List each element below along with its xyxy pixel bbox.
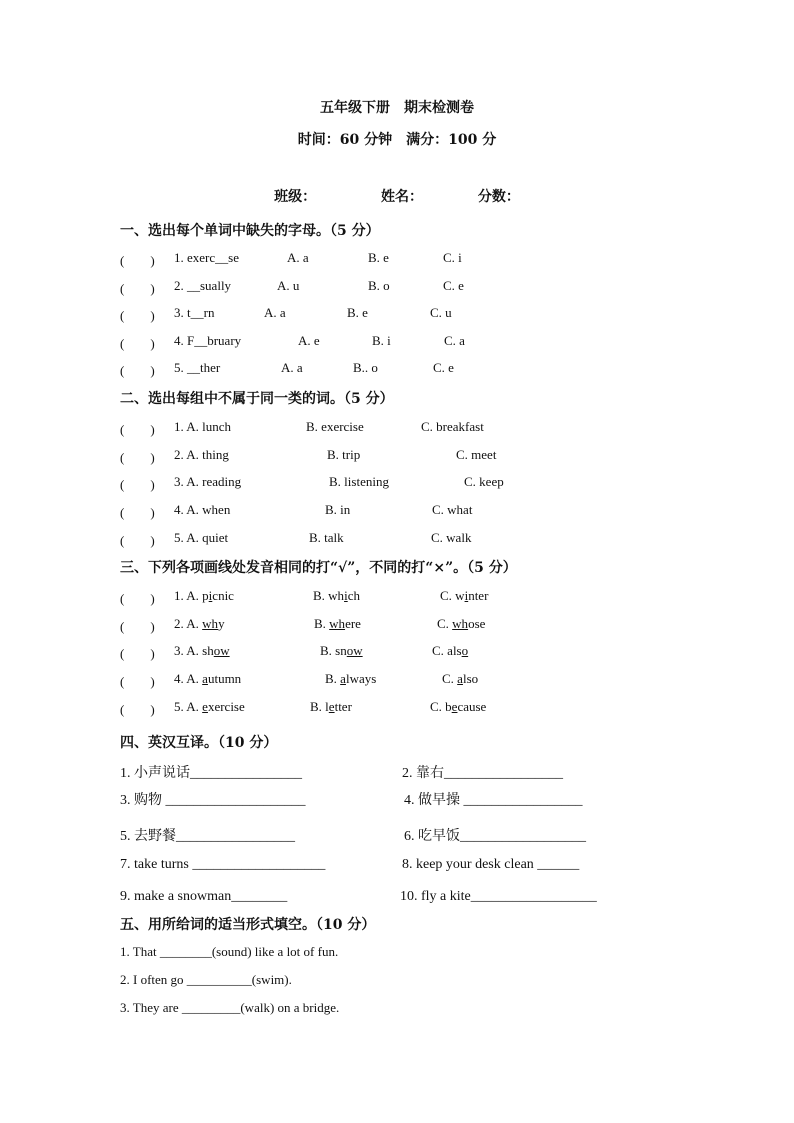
section-1-heading: 一、选出每个单词中缺失的字母。（5 分）: [120, 223, 380, 239]
option-a: [174, 699, 245, 715]
option-b: B. trip: [327, 447, 361, 462]
underlined-letters: wh: [329, 616, 346, 631]
word-part: xercise: [207, 699, 245, 714]
section-2-heading: 二、选出每组中不属于同一类的词。（5 分）: [120, 391, 394, 407]
answer-blank[interactable]: ________: [231, 889, 288, 904]
translation-item: [402, 762, 563, 782]
translation-item: [404, 825, 586, 845]
underlined-letters: e: [328, 699, 335, 714]
option-c: C. keep: [464, 474, 504, 489]
underlined-letters: ow: [213, 643, 230, 658]
option-b: [310, 699, 352, 715]
item-text: 购物: [134, 792, 162, 808]
item-text: make a snowman: [134, 889, 232, 904]
option-c: [437, 616, 485, 632]
option-c: [430, 699, 486, 715]
item-text: 去野餐: [134, 828, 176, 844]
answer-paren[interactable]: ( ): [120, 702, 155, 717]
item-text: 靠右: [416, 765, 444, 781]
option-a: A. e: [298, 333, 320, 348]
exam-subtitle: 时间：60 分钟 满分：100 分: [297, 132, 497, 148]
item-number: 4.: [404, 793, 415, 808]
translation-item: [120, 762, 302, 782]
option-b: B. talk: [309, 530, 344, 545]
option-a: A. a: [264, 305, 286, 320]
option-c: C. breakfast: [421, 419, 484, 434]
answer-paren[interactable]: ( ): [120, 591, 155, 606]
option-a: 4. A. when: [174, 502, 231, 517]
option-a: A. a: [281, 360, 303, 375]
fill-blank-item[interactable]: 2. I often go __________(swim).: [120, 972, 292, 987]
answer-blank[interactable]: ___________________: [188, 857, 326, 872]
option-a: 2. A. thing: [174, 447, 229, 462]
underlined-letters: wh: [202, 616, 219, 631]
answer-paren[interactable]: ( ): [120, 477, 155, 492]
option-c: C. e: [433, 360, 454, 375]
answer-blank[interactable]: ____________________: [162, 793, 306, 808]
option-a: [174, 643, 230, 659]
item-text: take turns: [134, 857, 189, 872]
word-part: ose: [468, 616, 486, 631]
fill-blank-item[interactable]: 1. That ________(sound) like a lot of fun.: [120, 944, 339, 959]
fill-blank-item[interactable]: 3. They are _________(walk) on a bridge.: [120, 1000, 340, 1015]
answer-paren[interactable]: ( ): [120, 505, 155, 520]
word-part: 1. A. p: [174, 588, 209, 603]
answer-blank[interactable]: __________________: [470, 889, 597, 904]
option-a: 1. A. lunch: [174, 419, 232, 434]
option-c: [440, 588, 488, 604]
word-part: 4. A.: [174, 671, 203, 686]
translation-item: [120, 825, 295, 845]
word-part: B.: [314, 616, 330, 631]
underlined-letters: ow: [346, 643, 363, 658]
option-a: [174, 588, 234, 604]
underlined-letters: a: [340, 671, 346, 686]
word-part: C. w: [440, 588, 465, 603]
item-text: 吃早饭: [418, 828, 460, 844]
answer-paren[interactable]: ( ): [120, 336, 155, 351]
item-text: keep your desk clean: [416, 857, 534, 872]
word-part: cause: [457, 699, 487, 714]
option-b: B. o: [368, 278, 390, 293]
answer-paren[interactable]: ( ): [120, 674, 155, 689]
option-b: B. listening: [329, 474, 389, 489]
answer-paren[interactable]: ( ): [120, 646, 155, 661]
section-5-heading: 五、用所给词的适当形式填空。（10 分）: [120, 917, 376, 933]
word-part: B.: [325, 671, 341, 686]
item-number: 9.: [120, 889, 131, 904]
option-a: [174, 616, 225, 632]
option-b: [320, 643, 363, 659]
question-text: 2. __sually: [174, 278, 232, 293]
answer-blank[interactable]: ________________: [190, 766, 302, 781]
question-text: 4. F__bruary: [174, 333, 242, 348]
word-part: lso: [462, 671, 479, 686]
answer-blank[interactable]: ______: [533, 857, 580, 872]
option-b: B. in: [325, 502, 351, 517]
answer-paren[interactable]: ( ): [120, 619, 155, 634]
question-text: 3. t__rn: [174, 305, 215, 320]
answer-paren[interactable]: ( ): [120, 308, 155, 323]
option-b: B. e: [347, 305, 368, 320]
word-part: C. b: [430, 699, 452, 714]
underlined-letters: i: [464, 588, 469, 603]
answer-paren[interactable]: ( ): [120, 422, 155, 437]
option-a: 3. A. reading: [174, 474, 242, 489]
answer-paren[interactable]: ( ): [120, 363, 155, 378]
underlined-letters: e: [451, 699, 458, 714]
word-part: B. l: [310, 699, 329, 714]
option-b: B. e: [368, 250, 389, 265]
option-b: B. exercise: [306, 419, 364, 434]
item-number: 2.: [402, 766, 413, 781]
option-c: C. meet: [456, 447, 497, 462]
option-c: C. walk: [431, 530, 472, 545]
option-a: A. u: [277, 278, 300, 293]
word-part: 5. A.: [174, 699, 203, 714]
item-number: 3.: [120, 793, 131, 808]
student-info: [0, 186, 794, 206]
item-number: 8.: [402, 857, 413, 872]
underlined-letters: o: [461, 643, 469, 658]
item-number: 5.: [120, 829, 131, 844]
option-c: [442, 671, 478, 687]
word-part: tter: [334, 699, 352, 714]
item-number: 7.: [120, 857, 131, 872]
item-text: 做早操: [418, 792, 460, 808]
option-c: C. i: [443, 250, 462, 265]
word-part: B. sn: [320, 643, 347, 658]
question-text: 1. exerc__se: [174, 250, 239, 265]
word-part: 3. A. sh: [174, 643, 214, 658]
translation-item: [402, 857, 579, 873]
section-3-heading: 三、下列各项画线处发音相同的打“√”，不同的打“×”。（5 分）: [120, 560, 517, 576]
section-4-heading: 四、英汉互译。（10 分）: [120, 735, 278, 751]
word-part: ere: [345, 616, 361, 631]
option-c: C. e: [443, 278, 464, 293]
option-b: [314, 616, 361, 632]
translation-item: [404, 789, 583, 809]
item-number: 1.: [120, 766, 131, 781]
exam-title: 五年级下册 期末检测卷: [320, 100, 474, 116]
option-b: B.. o: [353, 360, 378, 375]
underlined-letters: a: [202, 671, 208, 686]
word-part: 2. A.: [174, 616, 203, 631]
translation-item: [120, 789, 306, 809]
answer-paren[interactable]: ( ): [120, 281, 155, 296]
class-label: 班级：: [274, 189, 317, 205]
underlined-letters: i: [344, 588, 348, 603]
item-number: 6.: [404, 829, 415, 844]
item-text: 小声说话: [134, 765, 190, 781]
word-part: y: [218, 616, 225, 631]
translation-item: [400, 889, 597, 905]
underlined-letters: a: [457, 671, 463, 686]
option-c: [432, 643, 468, 659]
underlined-letters: i: [208, 588, 213, 603]
option-b: B. i: [372, 333, 391, 348]
answer-paren[interactable]: ( ): [120, 450, 155, 465]
option-a: 5. A. quiet: [174, 530, 229, 545]
underlined-letters: wh: [452, 616, 469, 631]
answer-blank[interactable]: __________________: [460, 829, 586, 844]
word-part: C. als: [432, 643, 462, 658]
score-label: 分数：: [477, 189, 520, 205]
answer-blank[interactable]: _________________: [444, 766, 563, 781]
answer-paren[interactable]: ( ): [120, 533, 155, 548]
word-part: utumn: [207, 671, 242, 686]
word-part: cnic: [212, 588, 234, 603]
translation-item: [120, 889, 287, 905]
name-label: 姓名：: [381, 189, 423, 205]
option-b: [325, 671, 376, 687]
word-part: lways: [345, 671, 377, 686]
option-a: [174, 671, 241, 687]
word-part: C.: [442, 671, 458, 686]
answer-paren[interactable]: ( ): [120, 253, 155, 268]
underlined-letters: e: [202, 699, 208, 714]
word-part: C.: [437, 616, 453, 631]
option-c: C. u: [430, 305, 452, 320]
item-text: fly a kite: [421, 889, 471, 904]
option-c: C. what: [432, 502, 473, 517]
answer-blank[interactable]: _________________: [460, 793, 583, 808]
word-part: B. wh: [313, 588, 345, 603]
option-c: C. a: [444, 333, 465, 348]
word-part: nter: [468, 588, 489, 603]
option-b: [313, 588, 360, 604]
question-text: 5. __ther: [174, 360, 221, 375]
translation-item: [120, 857, 325, 873]
item-number: 10.: [400, 889, 418, 904]
word-part: ch: [347, 588, 360, 603]
answer-blank[interactable]: _________________: [176, 829, 295, 844]
option-a: A. a: [287, 250, 309, 265]
